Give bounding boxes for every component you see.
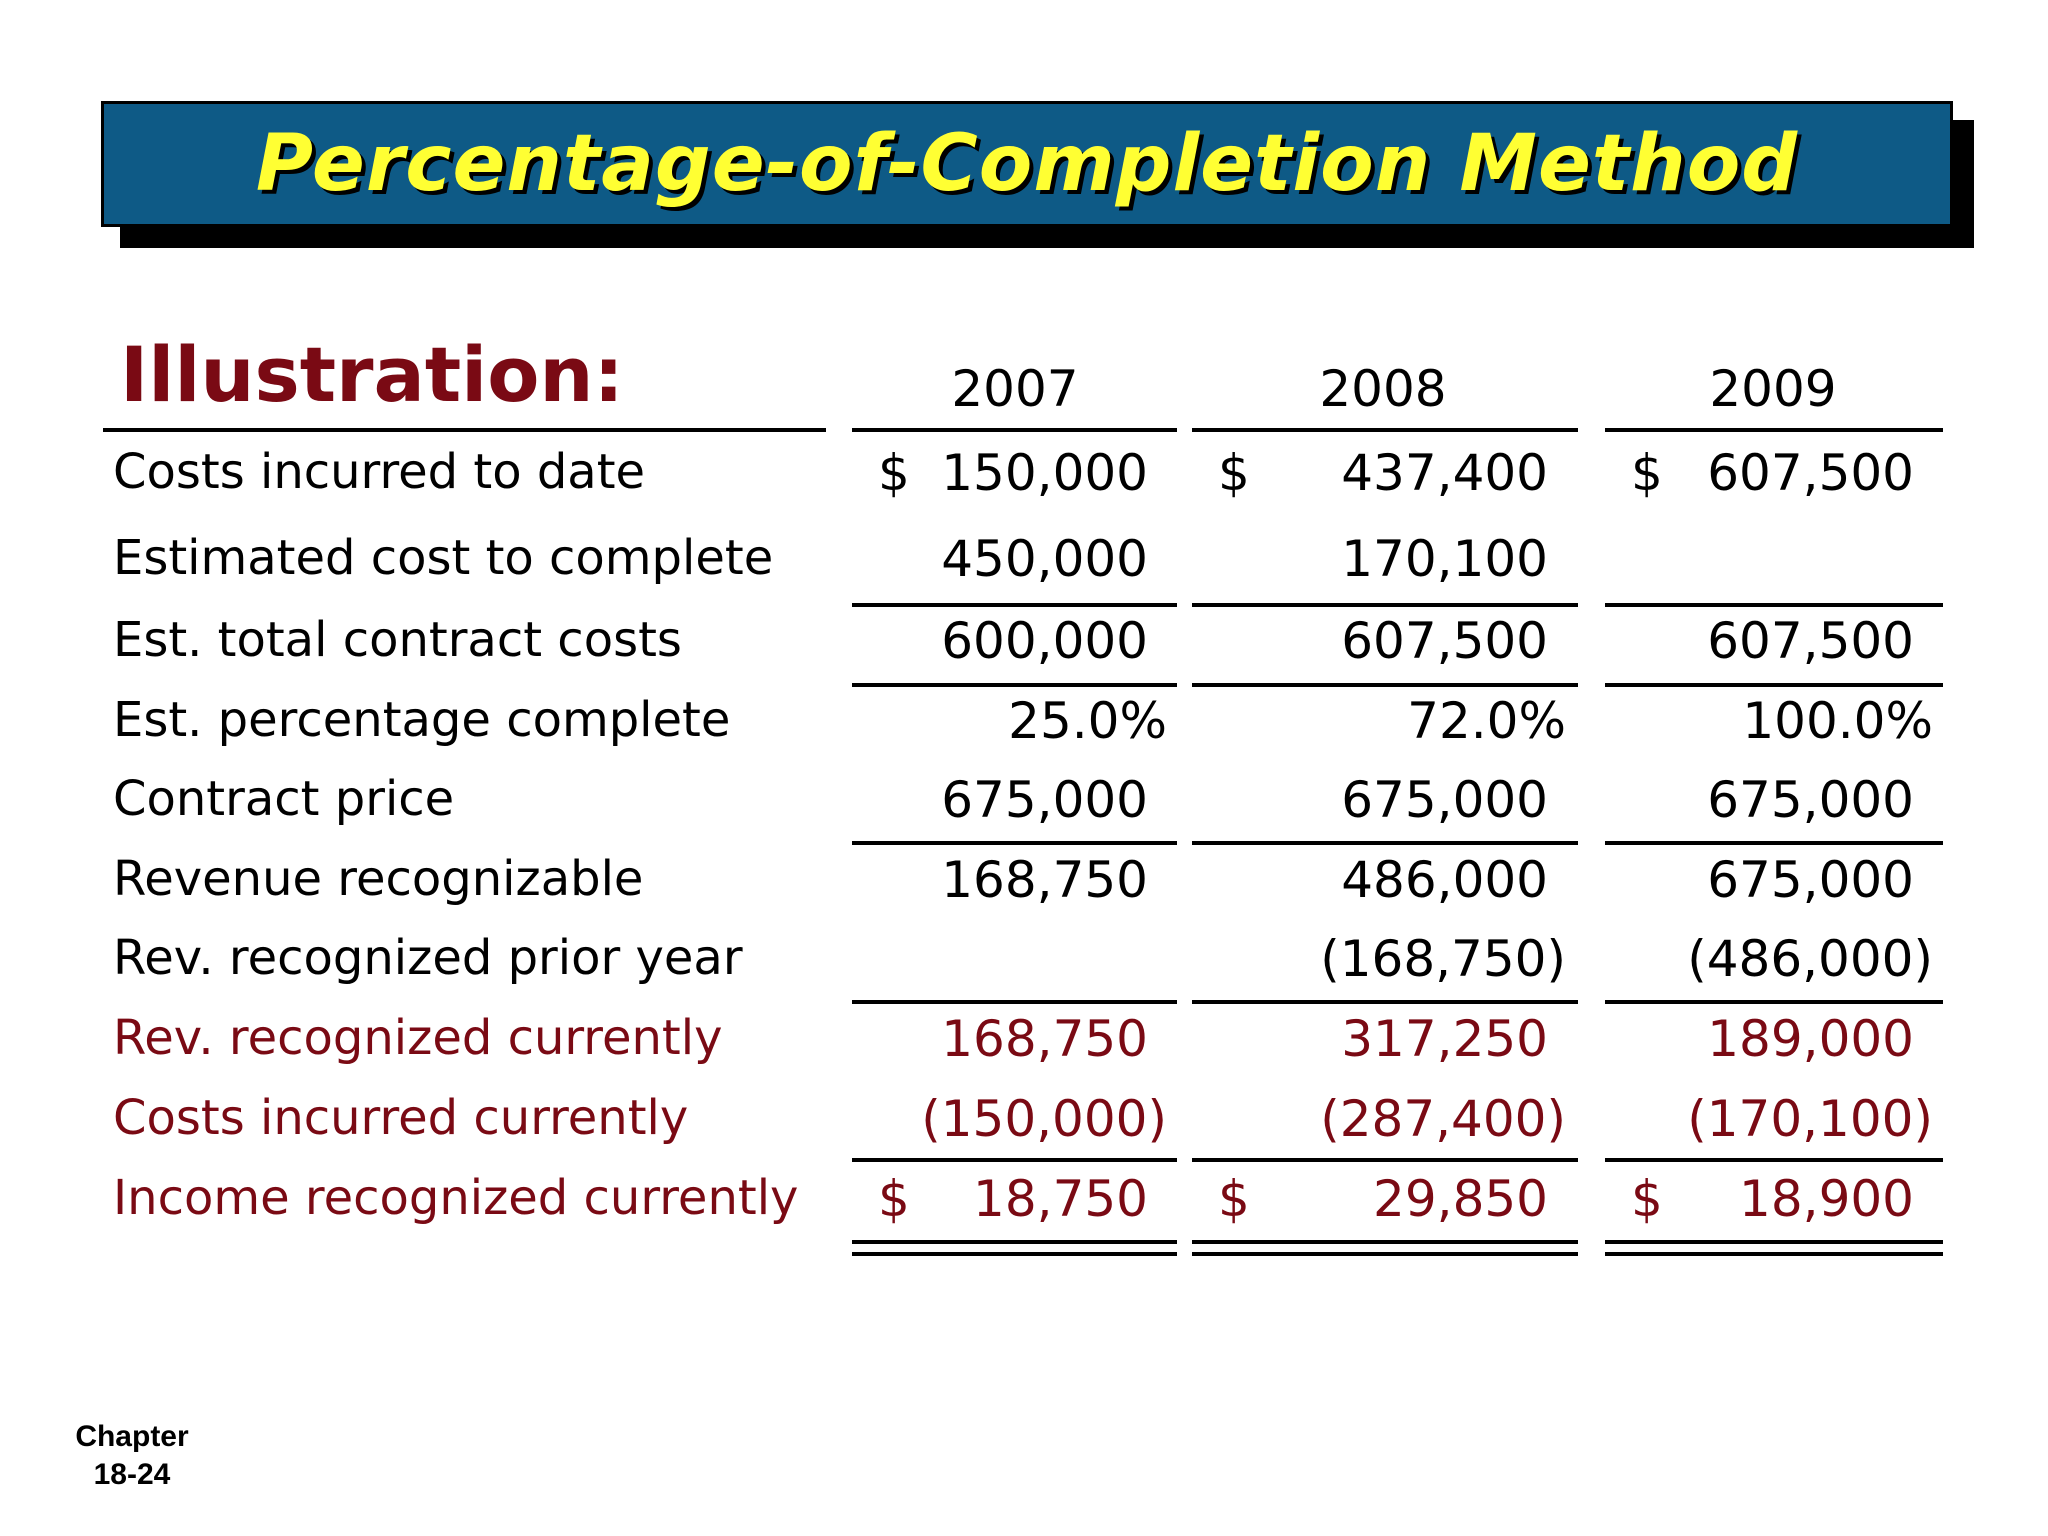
dollar-sign: $ [878,444,910,502]
cell-rev-prior-year-2009: (486,000) [1687,930,1933,988]
rule-2008-total [1192,683,1578,687]
year-header-2008: 2008 [1319,360,1447,418]
cell-total-contract-costs-2009: 607,500 [1707,612,1914,670]
double-rule-2009-a [1605,1240,1943,1244]
cell-total-contract-costs-2007: 600,000 [941,612,1148,670]
row-label-rev-recognized-prior-year: Rev. recognized prior year [113,930,743,986]
cell-revenue-recognizable-2008: 486,000 [1341,851,1548,909]
cell-rev-currently-2007: 168,750 [941,1010,1148,1068]
cell-pct-complete-2007: 25.0% [1008,692,1167,750]
dollar-sign: $ [878,1170,910,1228]
cell-pct-complete-2009: 100.0% [1742,692,1933,750]
row-label-income-recognized-currently: Income recognized currently [113,1170,799,1226]
cell-income-currently-2009: 18,900 [1739,1170,1914,1228]
dollar-sign: $ [1218,1170,1250,1228]
rule-2007-price [852,841,1177,845]
row-label-est-total-contract-costs: Est. total contract costs [113,612,682,668]
row-label-rev-recognized-currently: Rev. recognized currently [113,1010,723,1066]
cell-pct-complete-2008: 72.0% [1407,692,1566,750]
cell-est-cost-complete-2008: 170,100 [1341,530,1548,588]
cell-income-currently-2007: 18,750 [973,1170,1148,1228]
year-header-2009: 2009 [1709,360,1837,418]
double-rule-2009-b [1605,1252,1943,1256]
row-label-estimated-cost-to-complete: Estimated cost to complete [113,530,774,586]
rule-2009-total [1605,683,1943,687]
cell-rev-currently-2008: 317,250 [1341,1010,1548,1068]
cell-contract-price-2009: 675,000 [1707,771,1914,829]
rule-2007-header [852,428,1177,432]
year-header-2007: 2007 [951,360,1079,418]
rule-2008-price [1192,841,1578,845]
double-rule-2007-a [852,1240,1177,1244]
cell-contract-price-2007: 675,000 [941,771,1148,829]
footer-page-number: 18-24 [93,1458,171,1491]
slide-footer [62,1418,202,1494]
title-banner [101,101,1953,227]
dollar-sign: $ [1218,444,1250,502]
rule-2007-total [852,683,1177,687]
dollar-sign: $ [1631,1170,1663,1228]
cell-costs-currently-2008: (287,400) [1320,1090,1566,1148]
rule-2009-prior [1605,1000,1943,1004]
row-label-revenue-recognizable: Revenue recognizable [113,851,644,907]
cell-revenue-recognizable-2009: 675,000 [1707,851,1914,909]
rule-2007-prior [852,1000,1177,1004]
illustration-heading: Illustration: [120,330,624,419]
rule-2009-header [1605,428,1943,432]
cell-rev-prior-year-2008: (168,750) [1320,930,1566,988]
rule-2007-income [852,1158,1177,1162]
row-label-costs-incurred-to-date: Costs incurred to date [113,444,646,500]
double-rule-2008-a [1192,1240,1578,1244]
label-column-rule [103,428,826,432]
rule-2009-income [1605,1158,1943,1162]
rule-2009-price [1605,841,1943,845]
row-label-costs-incurred-currently: Costs incurred currently [113,1090,689,1146]
cell-costs-incurred-2007: 150,000 [941,444,1148,502]
cell-rev-currently-2009: 189,000 [1707,1010,1914,1068]
cell-costs-incurred-2009: 607,500 [1707,444,1914,502]
cell-contract-price-2008: 675,000 [1341,771,1548,829]
rule-2009-subtotal [1605,603,1943,607]
slide-title: Percentage-of-Completion Method [255,119,1799,209]
dollar-sign: $ [1631,444,1663,502]
cell-est-cost-complete-2007: 450,000 [941,530,1148,588]
double-rule-2007-b [852,1252,1177,1256]
cell-income-currently-2008: 29,850 [1373,1170,1548,1228]
double-rule-2008-b [1192,1252,1578,1256]
cell-revenue-recognizable-2007: 168,750 [941,851,1148,909]
rule-2007-subtotal [852,603,1177,607]
cell-costs-currently-2007: (150,000) [921,1090,1167,1148]
rule-2008-header [1192,428,1578,432]
row-label-est-percentage-complete: Est. percentage complete [113,692,731,748]
rule-2008-subtotal [1192,603,1578,607]
row-label-contract-price: Contract price [113,771,455,827]
cell-total-contract-costs-2008: 607,500 [1341,612,1548,670]
rule-2008-prior [1192,1000,1578,1004]
cell-costs-incurred-2008: 437,400 [1341,444,1548,502]
rule-2008-income [1192,1158,1578,1162]
cell-costs-currently-2009: (170,100) [1687,1090,1933,1148]
footer-chapter: Chapter [75,1420,189,1453]
